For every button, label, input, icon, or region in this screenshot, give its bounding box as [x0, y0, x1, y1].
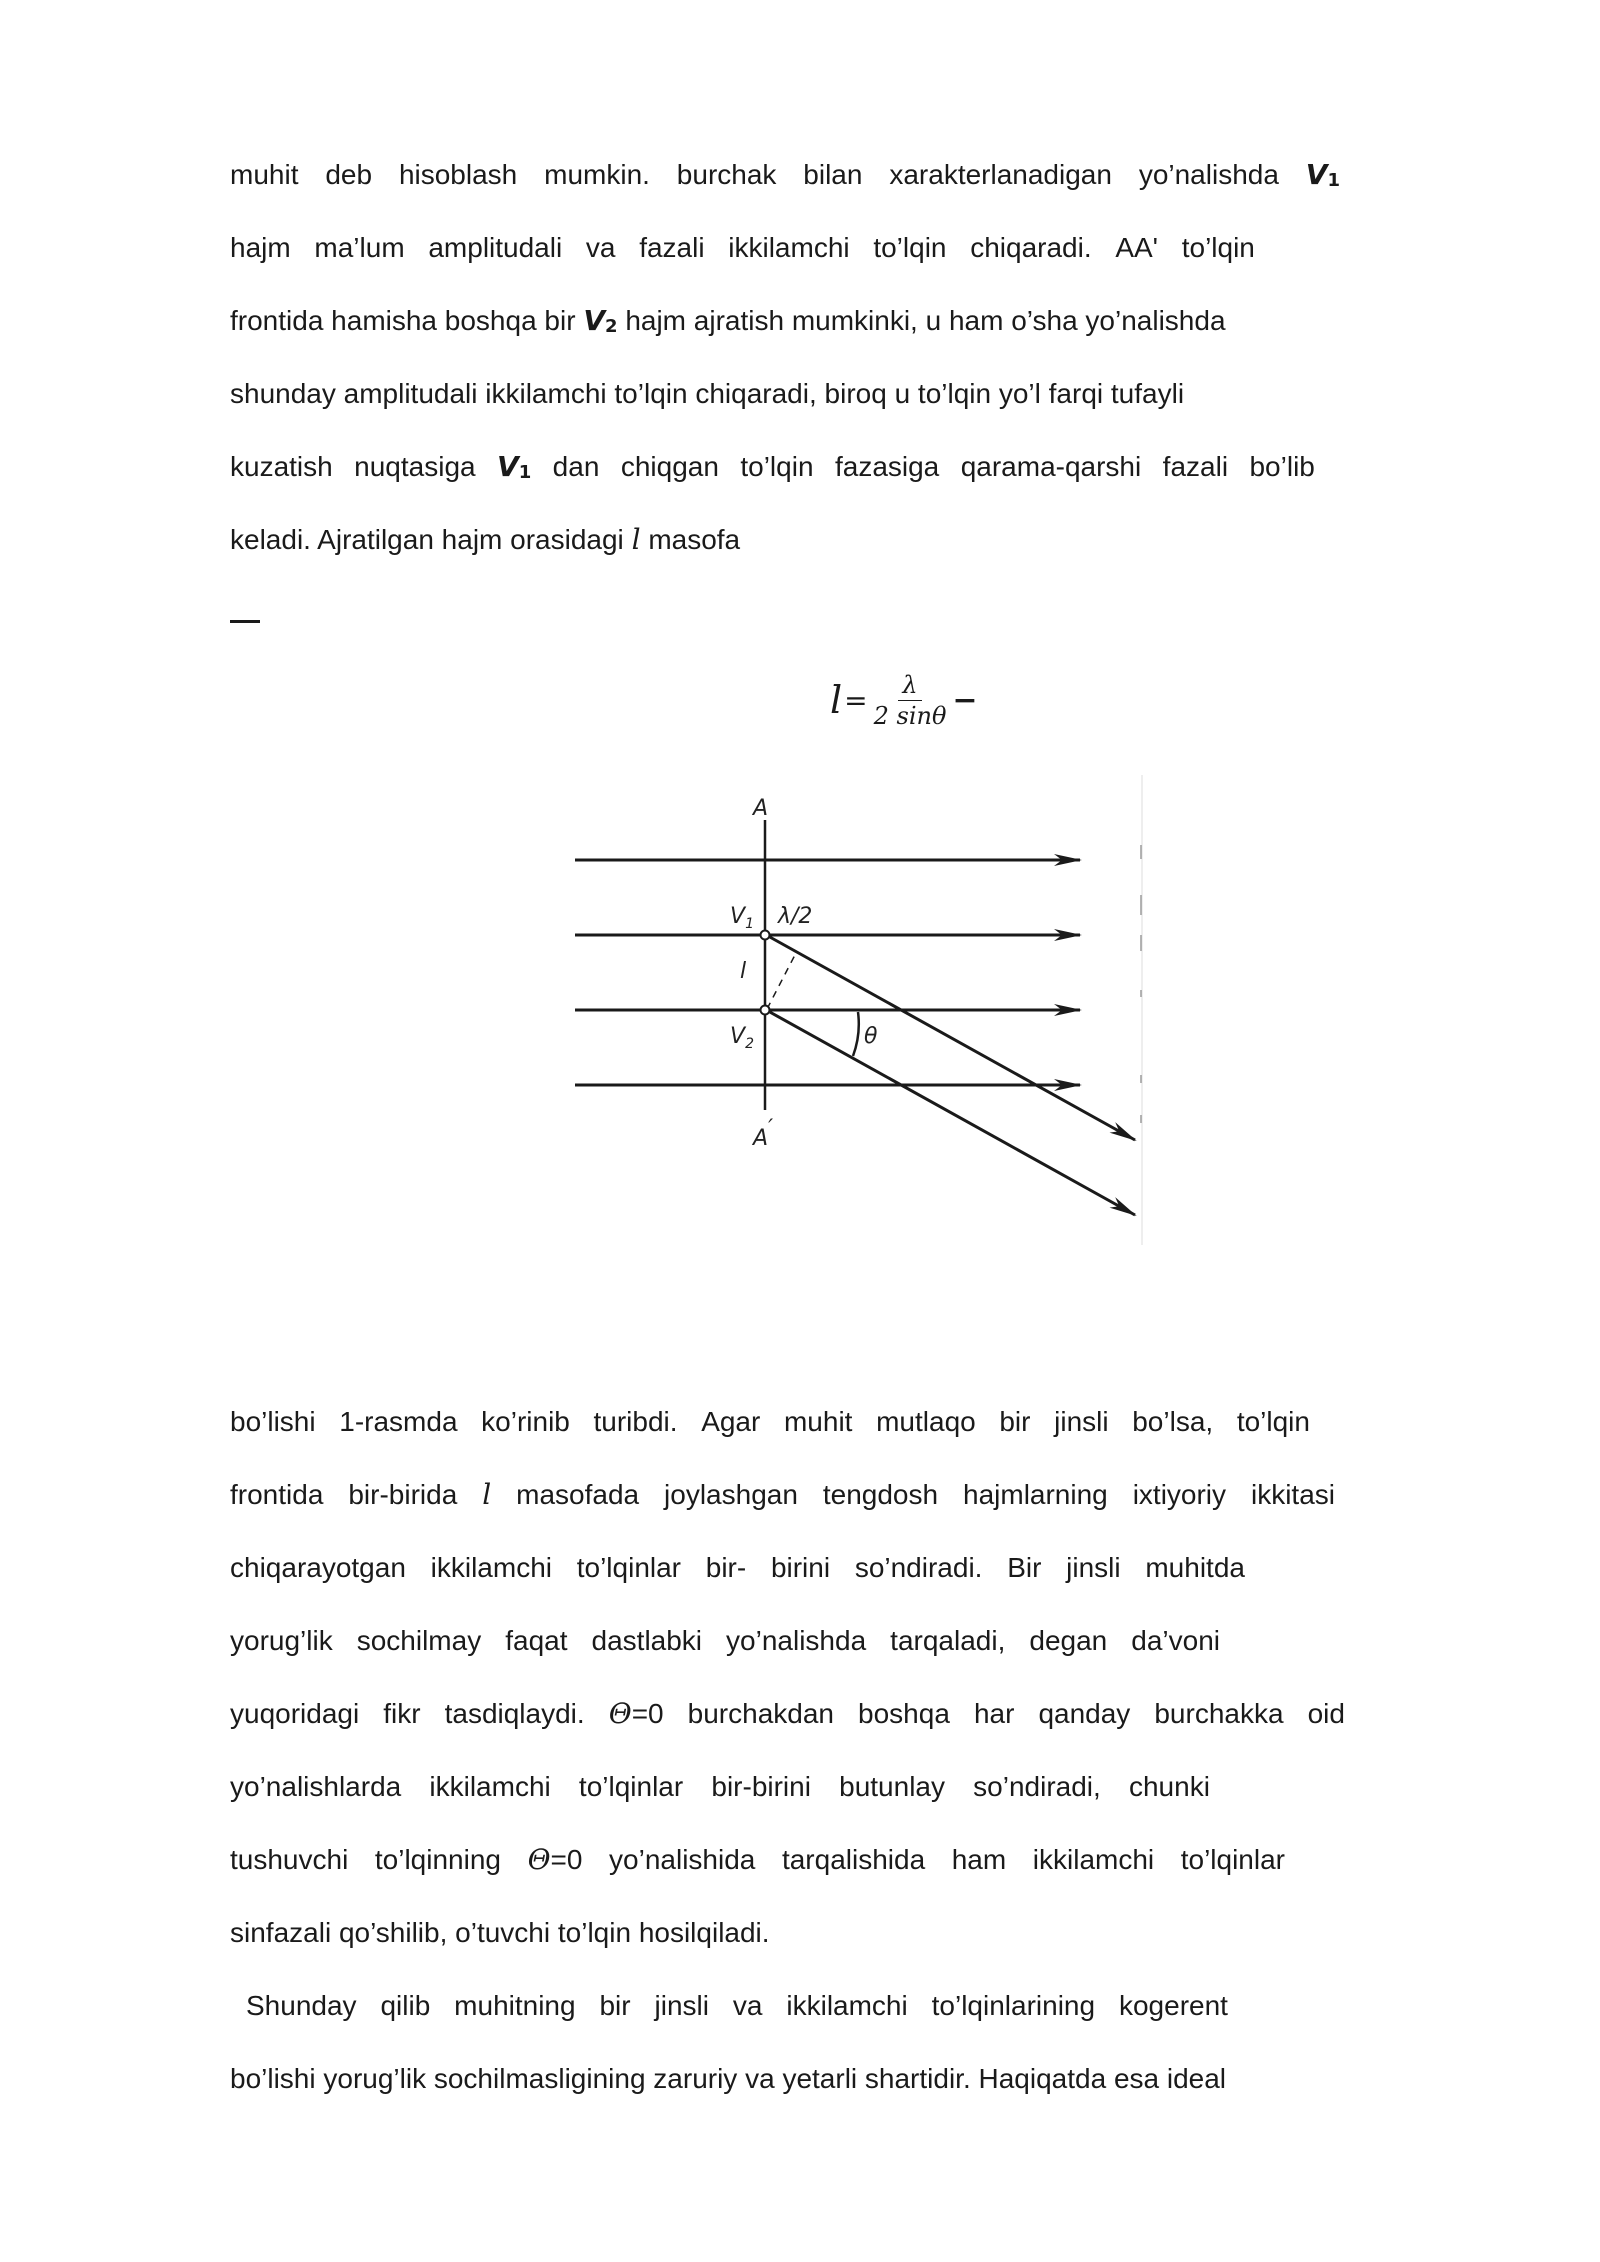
- word: to’lqinning: [374, 1844, 501, 1875]
- word: ko’rinib: [481, 1406, 570, 1437]
- word: kogerent: [1118, 1990, 1228, 2021]
- word: muhit: [783, 1406, 853, 1437]
- word: har: [973, 1698, 1015, 1729]
- word: Bir: [1007, 1552, 1042, 1583]
- word: tengdosh: [822, 1479, 939, 1510]
- word: ikkilamchi: [786, 1990, 908, 2021]
- word: tarqalishida: [781, 1844, 926, 1875]
- text-line-16: [230, 2059, 1340, 2099]
- text-line-1: [230, 155, 1340, 201]
- label-A-bottom: A′: [753, 1116, 774, 1151]
- text-segment: keladi. Ajratilgan hajm orasidagi: [230, 524, 624, 555]
- word: so’ndiradi,: [973, 1771, 1101, 1802]
- distance-l-symbol: l: [482, 1478, 492, 1511]
- word: muhitda: [1145, 1552, 1245, 1583]
- text-segment: hajm ajratish mumkinki, u ham o’sha yo’nalishda: [625, 305, 1226, 336]
- word: joylashgan: [664, 1479, 798, 1510]
- word: bo’lsa,: [1132, 1406, 1214, 1437]
- word: bir: [999, 1406, 1031, 1437]
- formula-denominator: 2 sinθ: [873, 701, 947, 730]
- word: burchak: [676, 159, 777, 190]
- text-line-9: [230, 1548, 1245, 1588]
- symbol-group: [528, 1840, 583, 1880]
- theta-symbol: Θ: [608, 1697, 632, 1730]
- word: va: [585, 232, 616, 263]
- word: to’lqin: [740, 451, 814, 482]
- word: yo’nalishlarda: [230, 1771, 402, 1802]
- word: to’lqin: [1236, 1406, 1310, 1437]
- word: fazali: [1162, 451, 1229, 482]
- word: ikkilamchi: [1032, 1844, 1155, 1875]
- word: burchakdan: [687, 1698, 834, 1729]
- scattered-ray-v2: [768, 1011, 1135, 1215]
- label-A-top: A: [753, 796, 769, 821]
- word: to’lqinlar: [578, 1771, 684, 1802]
- formula-numerator: λ: [898, 670, 921, 701]
- label-V2: $V_2$: [730, 1024, 754, 1052]
- word: tushuvchi: [230, 1844, 349, 1875]
- word: Agar: [701, 1406, 761, 1437]
- word: dan: [552, 451, 600, 482]
- word: ikkilamchi: [429, 1771, 551, 1802]
- label-V1: $V_1$: [730, 904, 754, 932]
- word: chunki: [1128, 1771, 1210, 1802]
- word: jinsli: [1054, 1406, 1109, 1437]
- word: hajm: [230, 232, 291, 263]
- text-segment: bo’lishi yorug’lik sochilmasligining zaruriy va yetarli shartidir. Haqiqatda esa ideal: [230, 2063, 1227, 2094]
- text-line-6: [230, 520, 1340, 560]
- word: kuzatish: [230, 451, 333, 482]
- word: chiqgan: [620, 451, 719, 482]
- word: ikkitasi: [1250, 1479, 1335, 1510]
- word: burchakka: [1154, 1698, 1284, 1729]
- word: nuqtasiga: [354, 451, 476, 482]
- label-theta: θ: [864, 1024, 878, 1049]
- theta-arc: [853, 1012, 859, 1056]
- formula: [830, 660, 978, 740]
- word: faqat: [505, 1625, 568, 1656]
- word: Shunday: [246, 1990, 357, 2021]
- word: muhit: [230, 159, 299, 190]
- word: to’lqinlar: [576, 1552, 682, 1583]
- text-segment: shunday amplitudali ikkilamchi to’lqin chiqaradi, biroq u to’lqin yo’l farqi tufayli: [230, 378, 1185, 409]
- word: to’lqinlar: [1180, 1844, 1285, 1875]
- word: butunlay: [839, 1771, 945, 1802]
- formula-lhs: l: [830, 678, 843, 722]
- word: bilan: [803, 159, 863, 190]
- word: tasdiqlaydi.: [444, 1698, 585, 1729]
- word: fikr: [383, 1698, 421, 1729]
- word: jinsli: [654, 1990, 709, 2021]
- word: hisoblash: [398, 159, 518, 190]
- word: degan: [1029, 1625, 1108, 1656]
- text-line-13: [230, 1840, 1285, 1880]
- word: =0: [631, 1698, 664, 1729]
- formula-tail: −: [952, 682, 978, 718]
- word: muhitning: [454, 1990, 576, 2021]
- distance-l-symbol: l: [631, 523, 641, 556]
- word: yorug’lik: [230, 1625, 333, 1656]
- theta-symbol: Θ: [527, 1843, 551, 1876]
- text-segment: masofa: [648, 524, 741, 555]
- path-difference-line: [767, 951, 797, 1009]
- symbol-group: [609, 1694, 664, 1734]
- word: to’lqin: [1181, 232, 1255, 263]
- word: AA': [1115, 232, 1159, 263]
- word: chiqarayotgan: [230, 1552, 406, 1583]
- word: yuqoridagi: [230, 1698, 360, 1729]
- word: mutlaqo: [876, 1406, 976, 1437]
- wave-front-diagram: [560, 775, 1160, 1245]
- scattered-ray-v1: [768, 936, 1135, 1140]
- dash-mark: [230, 620, 260, 623]
- word: bir-birida: [348, 1479, 458, 1510]
- label-l: l: [740, 959, 747, 984]
- word: fazasiga: [834, 451, 940, 482]
- text-line-11: [230, 1694, 1345, 1734]
- word: turibdi.: [593, 1406, 678, 1437]
- word: to’lqin: [873, 232, 947, 263]
- word: oid: [1307, 1698, 1345, 1729]
- word: bo’lishi: [230, 1406, 316, 1437]
- text-line-14: [230, 1913, 1340, 1953]
- text-line-8: [230, 1475, 1335, 1515]
- text-line-2: [230, 228, 1255, 268]
- word: bir-birini: [711, 1771, 811, 1802]
- word: yo’nalishida: [609, 1844, 756, 1875]
- word: qanday: [1038, 1698, 1131, 1729]
- formula-fraction: [870, 670, 951, 731]
- scatterer-v2-point: [761, 1006, 770, 1015]
- word: mumkin.: [544, 159, 650, 190]
- word: to’lqinlarining: [931, 1990, 1096, 2021]
- text-line-15: [246, 1986, 1228, 2026]
- word: jinsli: [1066, 1552, 1121, 1583]
- text-line-4: [230, 374, 1340, 414]
- word: qarama-qarshi: [960, 451, 1142, 482]
- text-segment: frontida hamisha boshqa bir: [230, 305, 576, 336]
- volume-v1-symbol: $V_1$: [497, 450, 532, 483]
- word: ham: [951, 1844, 1007, 1875]
- word: hajmlarning: [963, 1479, 1108, 1510]
- word: sochilmay: [356, 1625, 482, 1656]
- word: masofada: [516, 1479, 640, 1510]
- word: tarqaladi,: [890, 1625, 1006, 1656]
- text-segment: sinfazali qo’shilib, o’tuvchi to’lqin hosilqiladi.: [230, 1917, 770, 1948]
- word: ixtiyoriy: [1132, 1479, 1227, 1510]
- word: bo’lib: [1249, 451, 1315, 482]
- word: so’ndiradi.: [854, 1552, 983, 1583]
- volume-v2-symbol: $V_2$: [583, 304, 618, 337]
- text-line-3: [230, 301, 1340, 347]
- formula-equals: =: [844, 683, 868, 717]
- word: ikkilamchi: [430, 1552, 552, 1583]
- word: chiqaradi.: [970, 232, 1092, 263]
- text-line-10: [230, 1621, 1220, 1661]
- word: yo’nalishda: [1138, 159, 1279, 190]
- word: ikkilamchi: [728, 232, 850, 263]
- word: deb: [325, 159, 373, 190]
- volume-v1-symbol: $V_1$: [1305, 158, 1340, 191]
- text-line-5: [230, 447, 1315, 493]
- word: bir: [599, 1990, 631, 2021]
- word: fazali: [639, 232, 705, 263]
- label-half-lambda: λ/2: [778, 904, 813, 929]
- word: yo’nalishda: [726, 1625, 867, 1656]
- word: bir-: [705, 1552, 747, 1583]
- word: va: [732, 1990, 763, 2021]
- word: dastlabki: [591, 1625, 703, 1656]
- word: qilib: [380, 1990, 431, 2021]
- word: 1-rasmda: [339, 1406, 458, 1437]
- scatterer-v1-point: [761, 931, 770, 940]
- word: =0: [550, 1844, 583, 1875]
- word: frontida: [230, 1479, 324, 1510]
- text-line-12: [230, 1767, 1210, 1807]
- word: boshqa: [858, 1698, 950, 1729]
- word: ma’lum: [314, 232, 405, 263]
- word: da’voni: [1131, 1625, 1220, 1656]
- word: xarakterlanadigan: [889, 159, 1112, 190]
- text-line-7: [230, 1402, 1310, 1442]
- word: amplitudali: [428, 232, 563, 263]
- word: birini: [770, 1552, 831, 1583]
